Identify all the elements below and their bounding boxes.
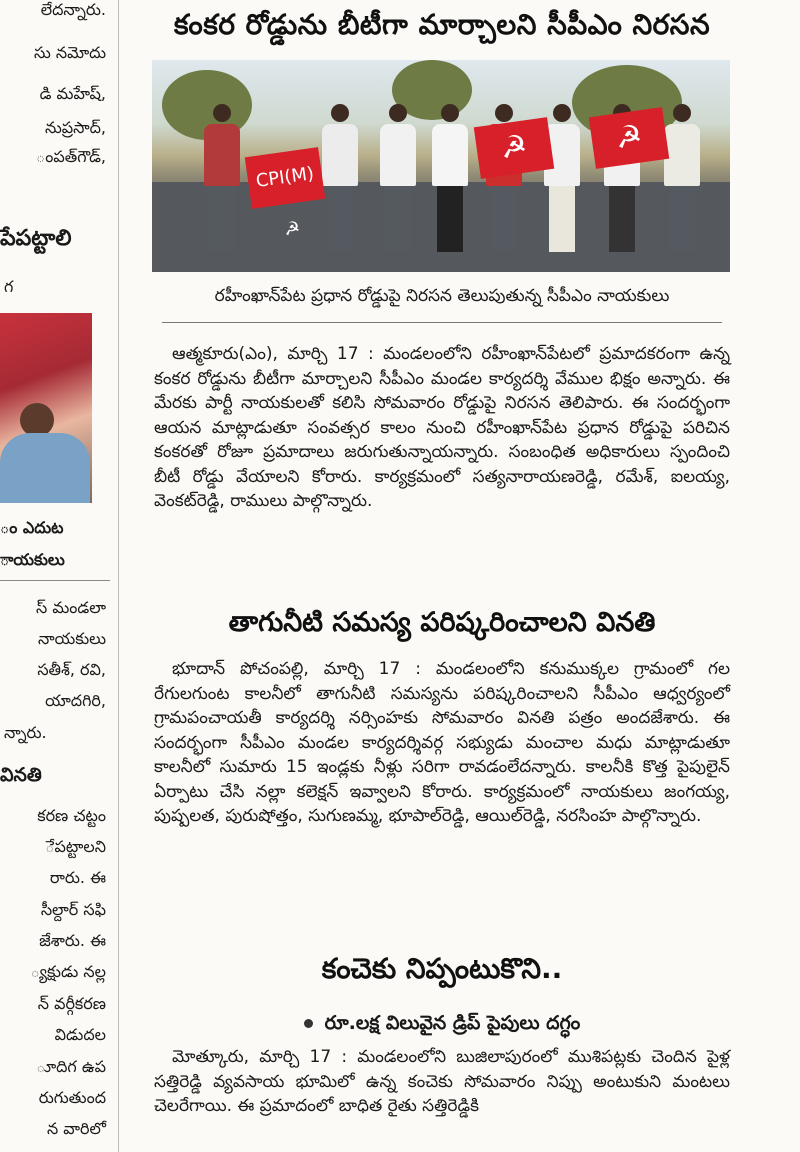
- left-text-line: రారు. ఈ: [49, 868, 106, 887]
- left-subhead: గ: [4, 277, 14, 296]
- left-text-line: రుగుతుంద: [38, 1088, 106, 1107]
- left-text-line: సీల్దార్ సఫి: [40, 900, 106, 919]
- caption-divider: [162, 322, 722, 323]
- left-text-line: లేదన్నారు.: [40, 0, 106, 19]
- article-3-bullet-text: రూ.లక్ష విలువైన డ్రిప్ పైపులు దగ్ధం: [324, 1012, 581, 1034]
- left-text-line: సతీశ్, రవి,: [37, 660, 106, 679]
- article-2-headline: తాగునీటి సమస్య పరిష్కరించాలని వినతి: [228, 607, 656, 638]
- left-headline: పేపట్టాలి: [0, 226, 72, 251]
- left-text-line: యాదగిరి,: [45, 691, 106, 710]
- left-text-line: జేశారు. ఈ: [39, 931, 106, 950]
- left-photo-caption: ాయకులు: [0, 550, 65, 569]
- left-photo: [0, 313, 92, 503]
- left-text-line: విడుదల: [54, 1025, 106, 1044]
- left-text-line: నుప్రసాద్,: [44, 118, 106, 137]
- article-1-photo-caption: రహీంఖాన్‌పేట ప్రధాన రోడ్డుపై నిరసన తెలుపుతున్న సీపీఎం నాయకులు: [214, 286, 670, 306]
- left-photo-caption: ం ఎదుట: [0, 518, 64, 537]
- left-headline-2: వినతి: [0, 764, 42, 786]
- left-text-line: ేపట్టాలని: [45, 837, 106, 856]
- bullet-icon: [304, 1019, 313, 1028]
- left-text-line: సు నమోదు: [34, 43, 106, 62]
- left-text-line: నాయకులు: [38, 629, 106, 648]
- left-text-line: స్ మండలా: [36, 598, 106, 617]
- article-3-body: మోత్కూరు, మార్చి 17 : మండలంలోని బుజిలాపురంలో ముశిపట్లకు చెందిన పైళ్ల సత్తిరెడ్డి వ్యవసాయ భూమిలో ఉన్న కంచెకు సోమవారం నిప్పు అంటుకుని మంటలు చెలరేగాయి. ఈ ప్రమాదంలో బాధిత రైతు సత్తిరెడ్డికి: [154, 1047, 730, 1116]
- left-text-line: ంపత్‌గౌడ్,: [36, 147, 106, 166]
- left-column: [0, 0, 112, 1152]
- party-flag: CPI(M) ☭: [245, 147, 326, 209]
- left-text-line: కరణ చట్టం: [37, 806, 106, 825]
- article-3-headline: కంచెకు నిప్పంటుకొని..: [321, 952, 563, 985]
- article-1-body: ఆత్మకూరు(ఎం), మార్చి 17 : మండలంలోని రహీంఖాన్‌పేటలో ప్రమాదకరంగా ఉన్న కంకర రోడ్డును బీటీగా మార్చాలని సీపీఎం మండల కార్యదర్శి వేముల భిక్షం అన్నారు. ఈ మేరకు పార్టీ నాయకులతో కలిసి సోమవారం రోడ్డుపై నిరసన తెలిపారు. ఈ సందర్భంగా ఆయన మాట్లాడుతూ సంవత్సర కాలం నుంచి రహీంఖాన్‌పేట ప్రధాన రోడ్డుపై పరిచిన కంకరతో రోజూ ప్రమాదాలు జరుగుతున్నాయన్నారు. సంబంధిత అధికారులు స్పందించి బీటీ రోడ్డు వేయాలని కోరారు. కార్యక్రమంలో సత్యనారాయణరెడ్డి, రమేశ్, ఐలయ్య, వెంకట్‌రెడ్డి, రాములు పాల్గొన్నారు.: [154, 344, 730, 511]
- left-text-line: ్యక్షుడు నల్ల: [30, 962, 106, 981]
- left-text-line: న్ వర్గీకరణ: [37, 994, 106, 1013]
- article-1-headline: కంకర రోడ్డును బీటీగా మార్చాలని సీపీఎం నిరసన: [173, 8, 711, 41]
- main-column: [150, 0, 734, 1152]
- column-divider: [118, 0, 119, 1152]
- left-divider: [0, 580, 110, 581]
- left-text-line: న వారిలో: [46, 1119, 106, 1138]
- party-flag: ☭: [474, 117, 555, 179]
- left-text-line: ూదిగ ఉప: [36, 1057, 106, 1076]
- article-1-photo: [152, 60, 730, 272]
- left-text-line: న్నారు.: [4, 723, 47, 742]
- article-2-body: భూదాన్ పోచంపల్లి, మార్చి 17 : మండలంలోని కనుముక్కల గ్రామంలో గల రేగులగుంట కాలనీలో తాగునీటి సమస్యను పరిష్కరించాలని సీపీఎం ఆధ్వర్యంలో గ్రామపంచాయతీ కార్యదర్శి నర్సింహకు సోమవారం వినతి పత్రం అందజేశారు. ఈ సందర్భంగా సీపీఎం మండల కార్యదర్శివర్గ సభ్యుడు మంచాల మధు మాట్లాడుతూ కాలనీలో సుమారు 15 ఇండ్లకు నీళ్లు సరిగా రావడంలేదన్నారు. కాలనీకి కొత్త పైపులైన్ ఏర్పాటు చేసి నల్లా కలెక్షన్ ఇవ్వాలని కోరారు. కార్యక్రమంలో నాయకులు జంగయ్య, పుష్పలత, పురుషోత్తం, సుగుణమ్మ, భూపాల్‌రెడ్డి, ఆయిల్‌రెడ్డి, నరసింహ పాల్గొన్నారు.: [154, 659, 730, 826]
- left-text-line: డి మహేష్,: [39, 84, 106, 103]
- article-3-subhead: [150, 1012, 734, 1039]
- party-flag: ☭: [589, 107, 670, 169]
